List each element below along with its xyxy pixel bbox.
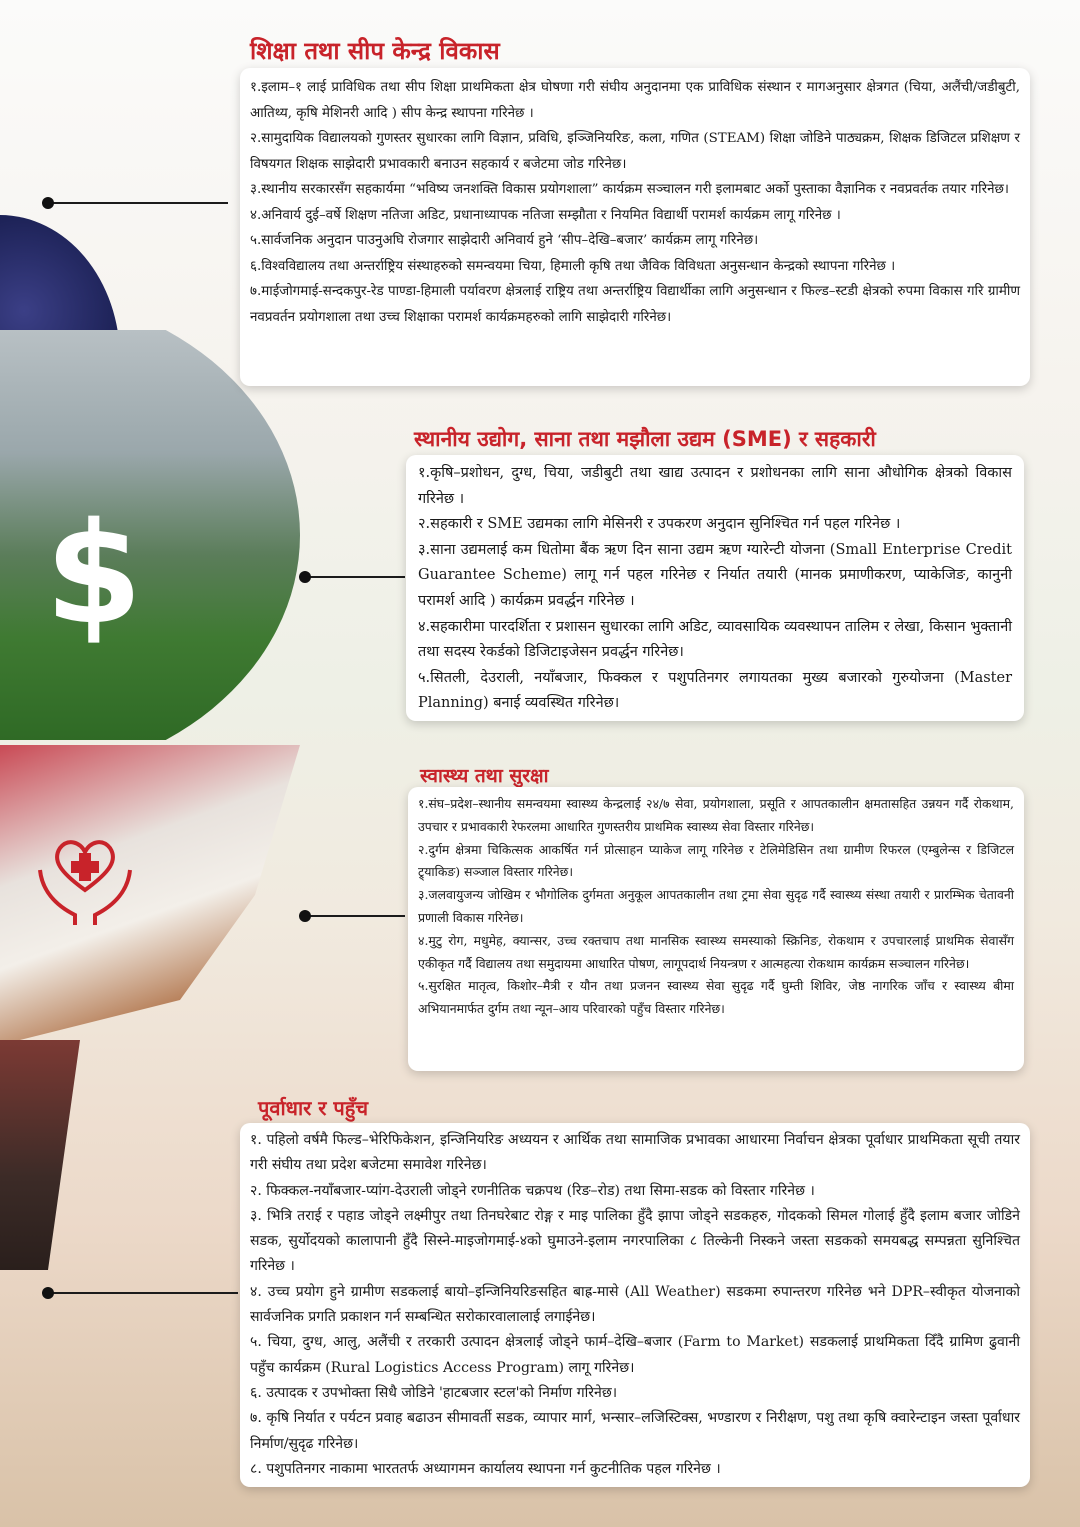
- list-item: ३.जलवायुजन्य जोखिम र भौगोलिक दुर्गमता अनुकूल आपतकालीन तथा ट्रमा सेवा सुदृढ गर्दै स्वास्थ्य संस्था तयारी र प्रारम्भिक चेतावनी प्रणाली विकास गरिनेछ।: [418, 887, 1014, 925]
- list-item: १.संघ–प्रदेश–स्थानीय समन्वयमा स्वास्थ्य केन्द्रलाई २४/७ सेवा, प्रयोगशाला, प्रसूति र आपतकालीन क्षमतासहित उन्नयन गर्दै रोकथाम, उपचार र प्रभावकारी रेफरलमा आधारित गुणस्तरीय प्राथमिक स्वास्थ्य सेवा विस्तार गरिनेछ।: [418, 796, 1014, 834]
- list-item: ६. उत्पादक र उपभोक्ता सिधै जोडिने 'हाटबजार स्टल'को निर्माण गरिनेछ।: [250, 1384, 618, 1401]
- list-item: ६.विश्वविद्यालय तथा अन्तर्राष्ट्रिय संस्थाहरुको समन्वयमा चिया, हिमाली कृषि तथा जैविक विविधता अनुसन्धान केन्द्रको स्थापना गरिनेछ ।: [250, 258, 896, 274]
- list-item: २. फिक्कल-नयाँबजार-प्यांग-देउराली जोड्ने रणनीतिक चक्रपथ (रिङ–रोड) तथा सिमा-सडक को विस्तार गरिनेछ ।: [250, 1182, 815, 1199]
- list-item: ७.माईजोगमाई-सन्दकपुर-रेड पाण्डा-हिमाली पर्यावरण क्षेत्रलाई राष्ट्रिय तथा अन्तर्राष्ट्रिय विद्यार्थीका लागि अनुसन्धान र फिल्ड–स्टडी क्षेत्रको रुपमा विकास गरि ग्रामीण नवप्रवर्तन प्रयोगशाला तथा उच्च शिक्षाका परामर्श कार्यक्रमहरुको लागि साझेदारी गरिनेछ।: [250, 284, 1020, 325]
- section-box-education: [240, 68, 1030, 386]
- connector-infrastructure: [48, 1292, 238, 1294]
- list-item: ५. चिया, दुग्ध, आलु, अलैंची र तरकारी उत्पादन क्षेत्रलाई जोड्ने फार्म–देखि–बजार (Farm to Market) सडकलाई प्राथमिकता दिँदै ग्रामिण ढुवानी पहुँच कार्यक्रम (Rural Logistics Access Program) लागू गरिनेछ।: [250, 1334, 1020, 1376]
- section-title-health: स्वास्थ्य तथा सुरक्षा: [420, 765, 549, 787]
- list-item: ५.सार्वजनिक अनुदान पाउनुअघि रोजगार साझेदारी अनिवार्य हुने ‘सीप–देखि–बजार’ कार्यक्रम लागू गरिनेछ।: [250, 233, 759, 248]
- list-item: ५.सितली, देउराली, नयाँबजार, फिक्कल र पशुपतिनगर लगायतका मुख्य बजारको गुरुयोजना (Master Planning) बनाई व्यवस्थित गरिनेछ।: [418, 669, 1012, 712]
- list-item: ५.सुरक्षित मातृत्व, किशोर–मैत्री र यौन तथा प्रजनन स्वास्थ्य सेवा सुदृढ गर्दै घुम्ती शिविर, जेष्ठ नागरिक जाँच र स्वास्थ्य बीमा अभियानमार्फत दुर्गम तथा न्यून–आय परिवारको पहुँच विस्तार गरिनेछ।: [418, 978, 1014, 1017]
- list-item: ८. पशुपतिनगर नाकामा भारततर्फ अध्यागमन कार्यालय स्थापना गर्न कुटनीतिक पहल गरिनेछ ।: [250, 1460, 721, 1477]
- list-item: १. पहिलो वर्षमै फिल्ड–भेरिफिकेशन, इन्जिनियरिङ अध्ययन र आर्थिक तथा सामाजिक प्रभावका आधारमा निर्वाचन क्षेत्रका पूर्वाधार प्राथमिकता सूची तयार गरी संघीय तथा प्रदेश बजेटमा समावेश गरिनेछ।: [250, 1132, 1020, 1174]
- heart-hands-cross-icon: [30, 820, 140, 930]
- list-item: २.सहकारी र SME उद्यमका लागि मेसिनरी र उपकरण अनुदान सुनिश्चित गर्न पहल गरिनेछ ।: [418, 516, 901, 533]
- section-box-infrastructure: [240, 1123, 1030, 1487]
- list-item: ४.सहकारीमा पारदर्शिता र प्रशासन सुधारका लागि अडिट, व्यावसायिक व्यवस्थापन तालिम र लेखा, किसान भुक्तानी तथा सदस्य रेकर्डको डिजिटाइजेसन प्रवर्द्धन गरिनेछ।: [418, 618, 1012, 661]
- list-item: २.सामुदायिक विद्यालयको गुणस्तर सुधारका लागि विज्ञान, प्रविधि, इञ्जिनियरिङ, कला, गणित (STEAM) शिक्षा जोडिने पाठ्यक्रम, शिक्षक डिजिटल प्रशिक्षण र विषयगत शिक्षक साझेदारी प्रभावकारी बनाउन सहकार्य र बजेटमा जोड गरिनेछ।: [250, 131, 1020, 172]
- connector-industry: [305, 576, 405, 578]
- list-item: ७. कृषि निर्यात र पर्यटन प्रवाह बढाउन सीमावर्ती सडक, व्यापार मार्ग, भन्सार–लजिस्टिक्स, भण्डारण र निरीक्षण, पशु तथा कृषि क्वारेन्टाइन जस्ता पूर्वाधार निर्माण/सुदृढ गरिनेछ।: [250, 1410, 1020, 1452]
- list-item: ३.स्थानीय सरकारसँग सहकार्यमा “भविष्य जनशक्ति विकास प्रयोगशाला” कार्यक्रम सञ्चालन गरी इलामबाट अर्को पुस्ताका वैज्ञानिक र नवप्रवर्तक तयार गरिनेछ।: [250, 182, 1009, 197]
- section-title-infrastructure: पूर्वाधार र पहुँच: [258, 1096, 369, 1120]
- section-box-health: [408, 787, 1024, 1071]
- list-item: १.इलाम–१ लाई प्राविधिक तथा सीप शिक्षा प्राथमिकता क्षेत्र घोषणा गरी संघीय अनुदानमा एक प्राविधिक संस्थान र मागअनुसार क्षेत्रगत (चिया, अलैंची/जडीबुटी, आतिथ्य, कृषि मेशिनरी आदि ) सीप केन्द्र स्थापना गरिनेछ ।: [250, 80, 1020, 121]
- list-item: ४.मुटु रोग, मधुमेह, क्यान्सर, उच्च रक्तचाप तथा मानसिक स्वास्थ्य समस्याको स्क्रिनिङ, रोकथाम र उपचारलाई प्राथमिक सेवासँग एकीकृत गर्दै विद्यालय तथा समुदायमा आधारित पोषण, लागूपदार्थ नियन्त्रण र आत्महत्या रोकथाम कार्यक्रम सञ्चालन गरिनेछ।: [418, 932, 1014, 971]
- section-title-education: शिक्षा तथा सीप केन्द्र विकास: [250, 37, 500, 65]
- section-box-industry: [406, 455, 1024, 721]
- list-item: १.कृषि–प्रशोधन, दुग्ध, चिया, जडीबुटी तथा खाद्य उत्पादन र प्रशोधनका लागि साना औधोगिक क्षेत्रको विकास गरिनेछ ।: [418, 465, 1012, 507]
- list-item: ३.साना उद्यमलाई कम धितोमा बैंक ऋण दिन साना उद्यम ऋण ग्यारेन्टी योजना (Small Enterprise Credit Guarantee Scheme) लागू गर्न पहल गरिनेछ र निर्यात तयारी (मानक प्रमाणीकरण, प्याकेजिङ, कानुनी परामर्श आदि ) कार्यक्रम प्रवर्द्धन गरिनेछ ।: [418, 541, 1012, 609]
- connector-health: [305, 915, 405, 917]
- section-title-industry: स्थानीय उद्योग, साना तथा मझौला उद्यम (SME) र सहकारी: [414, 427, 876, 451]
- list-item: ४.अनिवार्य दुई–वर्षे शिक्षण नतिजा अडिट, प्रधानाध्यापक नतिजा सम्झौता र नियमित विद्यार्थी परामर्श कार्यक्रम लागू गरिनेछ ।: [250, 207, 841, 223]
- connector-education: [48, 202, 228, 204]
- dollar-icon: $: [45, 493, 143, 656]
- list-item: ३. भित्रि तराई र पहाड जोड्ने लक्ष्मीपुर तथा तिनघरेबाट रोङ्ग र माइ पालिका हुँदै झापा जोड्ने सडकहरु, गोदकको सिमल गोलाई हुँदै इलाम बजार जोडिने सडक, सुर्योदयको कालापानी हुँदै सिस्ने-माइजोगमाई-४को घुमाउने-इलाम नगरपालिका ८ तिल्केनी निस्कने जस्ता सडकको समयबद्ध सम्पन्नता सुनिश्चित गरिनेछ ।: [250, 1207, 1020, 1275]
- list-item: ४. उच्च प्रयोग हुने ग्रामीण सडकलाई बायो–इन्जिनियरिङसहित बाह्र-मासे (All Weather) सडकमा रुपान्तरण गरिनेछ भने DPR–स्वीकृत योजनाको सार्वजनिक प्रगति प्रकाशन गर्न सम्बन्धित सरोकारवालालाई लगाईनेछ।: [250, 1283, 1020, 1326]
- road-photo-segment: [0, 1040, 80, 1270]
- list-item: २.दुर्गम क्षेत्रमा चिकित्सक आकर्षित गर्न प्रोत्साहन प्याकेज लागू गरिनेछ र टेलिमेडिसिन तथा ग्रामीण रिफरल (एम्बुलेन्स र डिजिटल ट्र्याकिङ) सञ्जाल विस्तार गरिनेछ।: [418, 841, 1014, 880]
